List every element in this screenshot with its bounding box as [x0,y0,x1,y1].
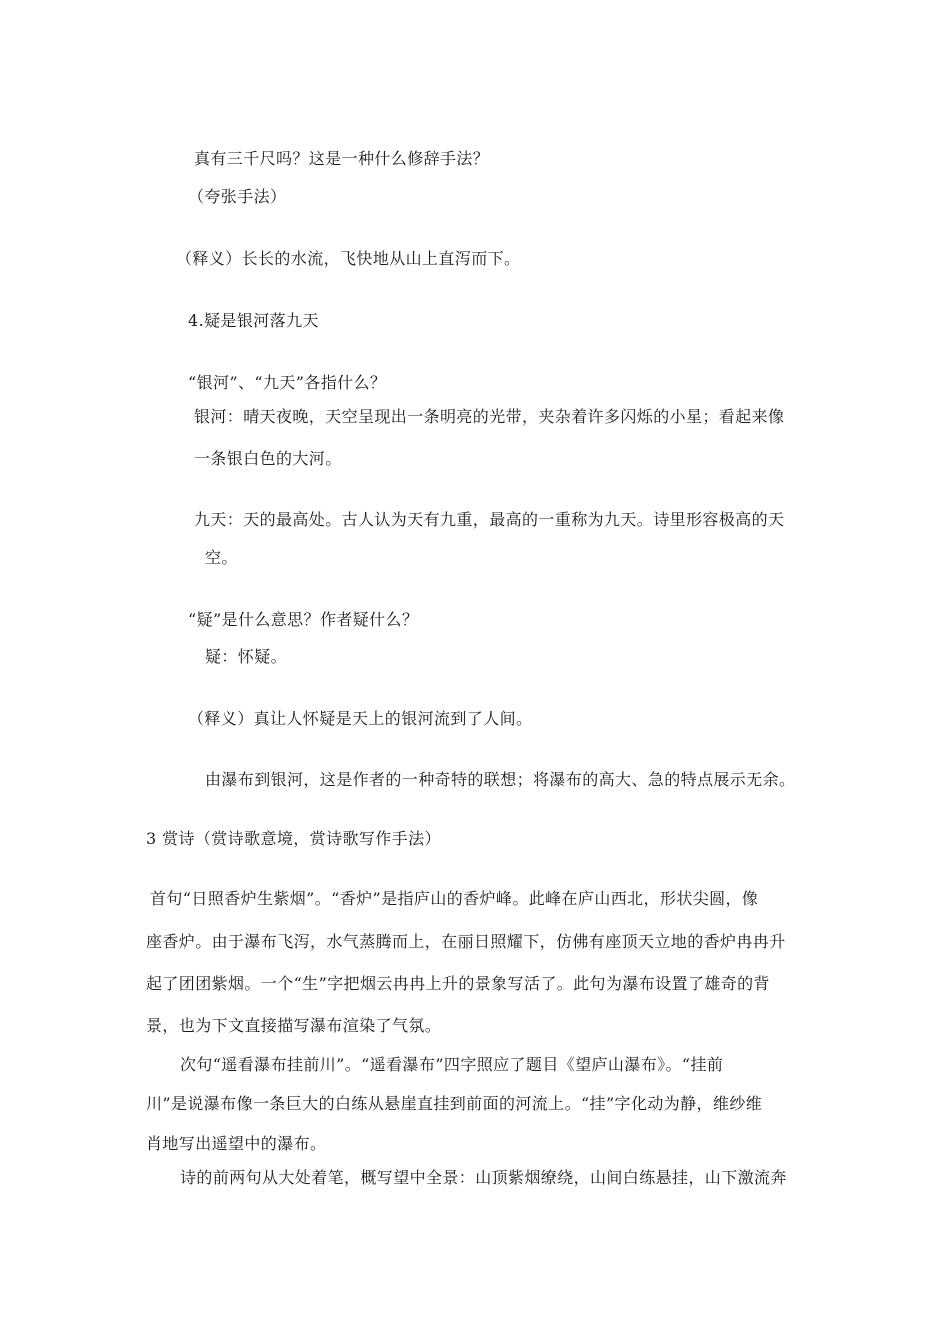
question-text: “银河”、“九天”各指什么？ [188,373,387,392]
question-text: 真有三千尺吗？这是一种什么修辞手法？ [194,149,490,168]
paragraph-line: 川”是说瀑布像一条巨大的白练从悬崖直挂到前面的河流上。“挂”字化动为静，维纱维 [146,1094,763,1113]
paragraph-line: 肖地写出遥望中的瀑布。 [146,1134,327,1153]
section-heading: 3 赏诗（赏诗歌意境，赏诗歌写作手法） [146,829,441,848]
answer-text: 疑：怀疑。 [205,647,288,666]
question-text: “疑”是什么意思？作者疑什么？ [188,610,419,629]
explanation-text: （释义）长长的水流，飞快地从山上直泻而下。 [176,249,521,268]
paragraph-line: 诗的前两句从大处着笔，概写望中全景：山顶紫烟缭绕，山间白练悬挂，山下激流奔 [180,1168,787,1187]
paragraph-line: 次句“遥看瀑布挂前川”。“遥看瀑布”四字照应了题目《望庐山瀑布》。“挂前 [180,1055,724,1074]
definition-text: 空。 [205,548,238,567]
paragraph-line: 座香炉。由于瀑布飞泻，水气蒸腾而上，在丽日照耀下，仿佛有座顶天立地的香炉冉冉升 [146,932,786,951]
section-heading: 4.疑是银河落九天 [188,311,319,330]
answer-text: （夸张手法） [188,187,287,206]
definition-text: 一条银白色的大河。 [194,449,342,468]
paragraph-line: 景，也为下文直接描写瀑布渲染了气氛。 [146,1016,442,1035]
summary-text: 由瀑布到银河，这是作者的一种奇特的联想；将瀑布的高大、急的特点展示无余。 [205,770,796,789]
paragraph-line: 首句“日照香炉生紫烟”。“香炉”是指庐山的香炉峰。此峰在庐山西北，形状尖圆，像 [150,889,759,908]
explanation-text: （释义）真让人怀疑是天上的银河流到了人间。 [188,709,533,728]
definition-text: 九天：天的最高处。古人认为天有九重，最高的一重称为九天。诗里形容极高的天 [194,510,785,529]
paragraph-line: 起了团团紫烟。一个“生”字把烟云冉冉上升的景象写活了。此句为瀑布设置了雄奇的背 [146,974,770,993]
definition-text: 银河：晴天夜晚，天空呈现出一条明亮的光带，夹杂着许多闪烁的小星；看起来像 [194,407,785,426]
